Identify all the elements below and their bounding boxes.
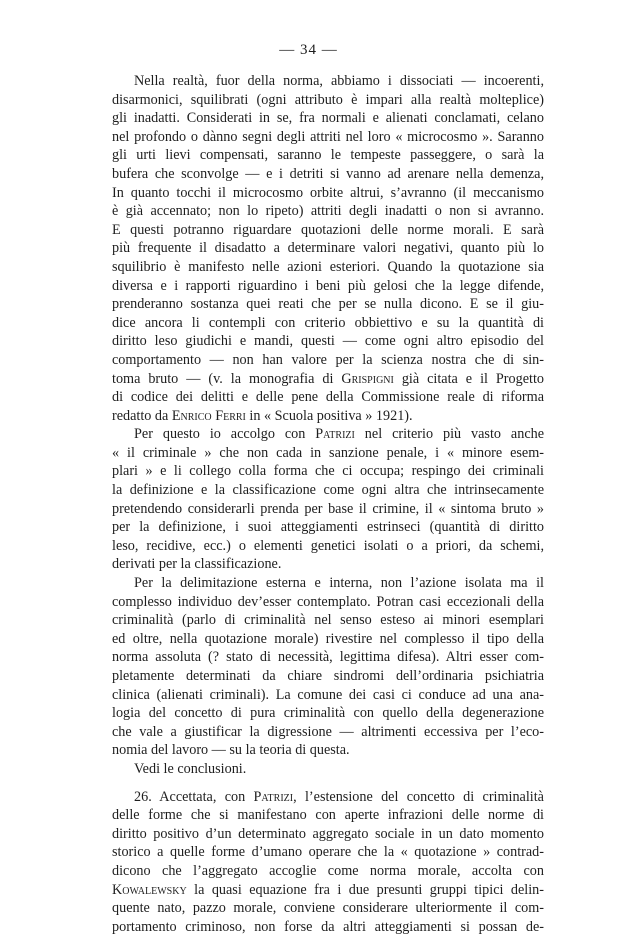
text-line: la definizione e la classificazione come ogni altra che intrinsecamente: [112, 482, 544, 499]
text-line: criminalità (parlo di criminalità nel senso esteso ai minori esemplari: [112, 612, 544, 629]
text-line: per la definizione, i suoi atteggiamenti estrinseci (quantità di diritto: [112, 519, 544, 536]
text-line: diversa e i rapporti riguardino i beni più gelosi che la legge difende,: [112, 277, 544, 294]
text-line: portamento criminoso, non forse da altri atteggiamenti si possan de-: [112, 918, 544, 935]
paragraph-1: [112, 72, 544, 425]
text-line: logia del concetto di pura criminalità con quello della degenerazione: [112, 705, 544, 722]
text-line: quente nato, pazzo morale, conviene considerare ulteriormente il com-: [112, 900, 544, 917]
body-text: [112, 72, 544, 936]
text-line: di codice dei delitti e delle pene della Commissione reale di riforma: [112, 389, 544, 406]
text-line: più frequente il disadatto a determinare valori negativi, quanto più lo: [112, 240, 544, 257]
paragraph-2: [112, 425, 544, 574]
text-line: storico a quelle forme d’umano operare che la « quotazione » contrad-: [112, 844, 544, 861]
paragraph-5: [112, 788, 544, 936]
text-line: toma bruto — (v. la monografia di Grispigni già citata e il Progetto: [112, 370, 544, 387]
text-line: Per la delimitazione esterna e interna, non l’azione isolata ma il: [134, 575, 544, 592]
paragraph-gap: [112, 779, 544, 788]
text-line: comportamento — non han valore per la scienza nostra che di sin-: [112, 351, 544, 368]
text-line: Per questo io accolgo con Patrizi nel criterio più vasto anche: [134, 426, 545, 443]
text-line: prenderanno sostanza quei reati che per se nulla dicono. E se il giu-: [112, 296, 544, 313]
text-line: 26. Accettata, con Patrizi, l’estensione del concetto di criminalità: [134, 788, 544, 805]
text-line: che vale a giustificar la digressione — altrimenti eccessiva per l’eco-: [112, 723, 544, 740]
text-line: è già accennato; non lo ripeto) attriti degli inadatti o non si avranno.: [112, 203, 544, 220]
text-line: plari » e li collego colla forma che ci occupa; respingo dei criminali: [112, 463, 544, 480]
text-line: redatto da Enrico Ferri in « Scuola positiva » 1921).: [112, 407, 413, 424]
text-line: nel profondo o dànno segni degli attriti nel loro « microcosmo ». Saranno: [112, 128, 544, 145]
text-line: delle forme che si manifestano con aperte infrazioni delle norme di: [112, 807, 544, 824]
text-line: gli urti lievi compensati, saranno le tempeste passeggere, o sarà la: [112, 147, 544, 164]
text-line: Vedi le conclusioni.: [134, 760, 247, 777]
text-line: dice ancora li contempli con criterio obbiettivo e su la quantità di: [112, 314, 544, 331]
text-line: gli inadatti. Considerati in se, fra normali e alienati conclamati, celano: [112, 110, 544, 127]
paragraph-4: [112, 760, 544, 779]
text-line: pretendendo considerarli prenda per base il crimine, il « sintoma bruto »: [112, 500, 544, 517]
text-line: In quanto tocchi il microcosmo orbite altrui, s’avranno (il meccanismo: [112, 184, 544, 201]
text-line: norma assoluta (? stato di necessità, legittima difesa). Altri esser com-: [112, 649, 544, 666]
text-line: complesso individuo dev’esser contemplato. Potran casi eccezionali della: [112, 593, 544, 610]
text-line: diritto positivo d’un determinato aggregato sociale in un dato momento: [112, 825, 544, 842]
text-line: disarmonici, squilibrati (ogni attributo è impari alla realtà molteplice): [112, 91, 544, 108]
text-line: Kowalewsky la quasi equazione fra i due presunti gruppi tipici delin-: [112, 881, 544, 898]
text-line: « il criminale » che non cada in sanzione penale, i « minore esem-: [112, 444, 544, 461]
text-line: Nella realtà, fuor della norma, abbiamo i dissociati — incoerenti,: [134, 73, 544, 89]
text-line: leso, recidive, ecc.) o elementi genetici isolati o a priori, da schemi,: [112, 537, 544, 554]
paragraph-3: [112, 574, 544, 760]
text-line: nomia del lavoro — su la teoria di questa.: [112, 742, 350, 759]
text-line: pletamente determinati da chiare sindromi dell’ordinaria psichiatria: [112, 668, 544, 684]
text-line: E questi potranno riguardare quotazioni delle norme morali. E sarà: [112, 221, 544, 238]
text-line: squilibrio è manifesto nelle azioni esteriori. Quando la quotazione sia: [112, 258, 544, 275]
text-line: derivati per la classificazione.: [112, 556, 282, 573]
text-line: clinica (alienati criminali). La comune dei casi ci conduce ad una ana-: [112, 686, 544, 703]
page-number: — 34 —: [279, 42, 338, 58]
text-line: bufera che sconvolge — e i detriti si vanno ad arenare nella demenza,: [112, 165, 544, 182]
text-line: ed oltre, nella quotazione morale) rivestire nel complesso il tipo della: [112, 630, 544, 647]
text-line: diritto leso giudichi e mandi, questi — come ogni altro episodio del: [112, 333, 544, 350]
text-line: dicono che l’aggregato accoglie come norma morale, accolta con: [112, 862, 544, 879]
